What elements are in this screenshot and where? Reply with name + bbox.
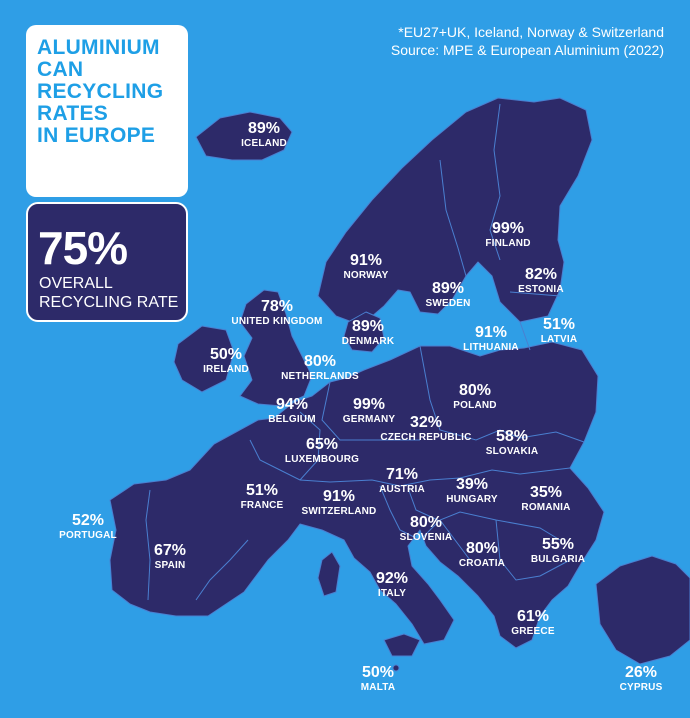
title-line: RATES	[37, 102, 109, 125]
country-name: LATVIA	[540, 334, 578, 345]
rate-value: 82%	[524, 266, 558, 283]
country-name: GERMANY	[342, 414, 396, 425]
country-name: BELGIUM	[268, 414, 316, 425]
label-greece	[511, 608, 554, 637]
rate-value: 61%	[516, 608, 550, 625]
country-name: ROMANIA	[521, 502, 571, 513]
rate-value: 80%	[465, 540, 499, 557]
country-name: HUNGARY	[446, 494, 498, 505]
country-name: POLAND	[453, 400, 497, 411]
rate-value: 94%	[275, 396, 309, 413]
rate-value: 52%	[71, 512, 105, 529]
country-name: NETHERLANDS	[281, 371, 359, 382]
country-name: LUXEMBOURG	[284, 454, 360, 465]
label-france	[241, 482, 284, 511]
country-name: FRANCE	[240, 500, 284, 511]
rate-value: 39%	[455, 476, 489, 493]
country-name: AUSTRIA	[379, 484, 425, 495]
label-ireland	[203, 346, 249, 375]
label-spain	[154, 542, 186, 571]
country-name: SLOVAKIA	[485, 446, 539, 457]
sicily-shape	[384, 634, 420, 656]
country-name: CROATIA	[458, 558, 506, 569]
page-title	[37, 37, 163, 147]
label-austria	[379, 466, 425, 495]
rate-value: 35%	[529, 484, 563, 501]
rate-value: 26%	[624, 664, 658, 681]
rate-value: 91%	[349, 252, 383, 269]
title-line: RECYCLING	[37, 80, 164, 103]
rate-value: 91%	[474, 324, 508, 341]
rate-value: 91%	[322, 488, 356, 505]
country-name: NORWAY	[343, 270, 389, 281]
label-switzerland	[302, 488, 377, 517]
rate-value: 51%	[245, 482, 279, 499]
overall-rate-panel	[26, 202, 188, 322]
label-croatia	[459, 540, 505, 569]
sardinia-shape	[318, 552, 340, 596]
label-slovakia	[486, 428, 539, 457]
label-sweden	[425, 280, 470, 309]
label-luxembourg	[285, 436, 359, 465]
rate-value: 89%	[431, 280, 465, 297]
label-finland	[485, 220, 530, 249]
rate-value: 50%	[361, 664, 395, 681]
country-name: SWITZERLAND	[301, 506, 377, 517]
label-italy	[376, 570, 408, 599]
overall-label-line: OVERALL	[39, 275, 113, 292]
rate-value: 78%	[260, 298, 294, 315]
country-name: ITALY	[377, 588, 407, 599]
title-line: CAN	[37, 58, 84, 81]
country-name: ESTONIA	[518, 284, 564, 295]
country-name: CZECH REPUBLIC	[380, 432, 472, 443]
country-name: BULGARIA	[530, 554, 586, 565]
rate-value: 71%	[385, 466, 419, 483]
rate-value: 92%	[375, 570, 409, 587]
country-name: UNITED KINGDOM	[231, 316, 323, 327]
country-name: SPAIN	[154, 560, 186, 571]
label-portugal	[59, 512, 117, 541]
label-cyprus	[620, 664, 663, 693]
label-malta	[361, 664, 396, 693]
country-name: PORTUGAL	[59, 530, 117, 541]
rate-value: 80%	[303, 353, 337, 370]
source-citation: Source: MPE & European Aluminium (2022)	[390, 42, 664, 58]
rate-value: 58%	[495, 428, 529, 445]
label-slovenia	[400, 514, 453, 543]
rate-value: 80%	[458, 382, 492, 399]
label-iceland	[241, 120, 287, 149]
rate-value: 32%	[409, 414, 443, 431]
label-hungary	[446, 476, 498, 505]
country-name: CYPRUS	[619, 682, 663, 693]
rate-value: 51%	[542, 316, 576, 333]
rate-value: 80%	[409, 514, 443, 531]
country-name: GREECE	[511, 626, 555, 637]
rate-value: 55%	[541, 536, 575, 553]
coverage-note: *EU27+UK, Iceland, Norway & Switzerland	[398, 24, 664, 40]
country-name: SWEDEN	[425, 298, 471, 309]
rate-value: 50%	[209, 346, 243, 363]
label-lithuania	[463, 324, 519, 353]
rate-value: 65%	[305, 436, 339, 453]
label-poland	[453, 382, 496, 411]
label-czech-republic	[380, 414, 471, 443]
overall-label-line: RECYCLING RATE	[39, 294, 179, 311]
country-name: FINLAND	[485, 238, 531, 249]
title-line: ALUMINIUM	[37, 36, 160, 59]
rate-value: 89%	[351, 318, 385, 335]
country-name: MALTA	[360, 682, 396, 693]
rate-value: 99%	[352, 396, 386, 413]
country-name: DENMARK	[341, 336, 395, 347]
title-line: IN EUROPE	[37, 124, 156, 147]
label-belgium	[268, 396, 316, 425]
label-denmark	[342, 318, 395, 347]
label-netherlands	[281, 353, 359, 382]
source-note	[391, 23, 664, 59]
country-name: LITHUANIA	[463, 342, 519, 353]
overall-rate-value: 75%	[38, 222, 128, 274]
rate-value: 99%	[491, 220, 525, 237]
label-united-kingdom	[231, 298, 322, 327]
label-bulgaria	[531, 536, 585, 565]
title-panel	[26, 25, 188, 197]
rate-value: 89%	[247, 120, 281, 137]
rate-value: 67%	[153, 542, 187, 559]
label-estonia	[518, 266, 564, 295]
country-name: IRELAND	[203, 364, 249, 375]
country-name: ICELAND	[241, 138, 287, 149]
label-romania	[521, 484, 570, 513]
country-name: SLOVENIA	[399, 532, 453, 543]
overall-rate-label	[39, 274, 178, 312]
cyprus-shape	[596, 556, 690, 664]
label-norway	[343, 252, 388, 281]
label-latvia	[541, 316, 578, 345]
